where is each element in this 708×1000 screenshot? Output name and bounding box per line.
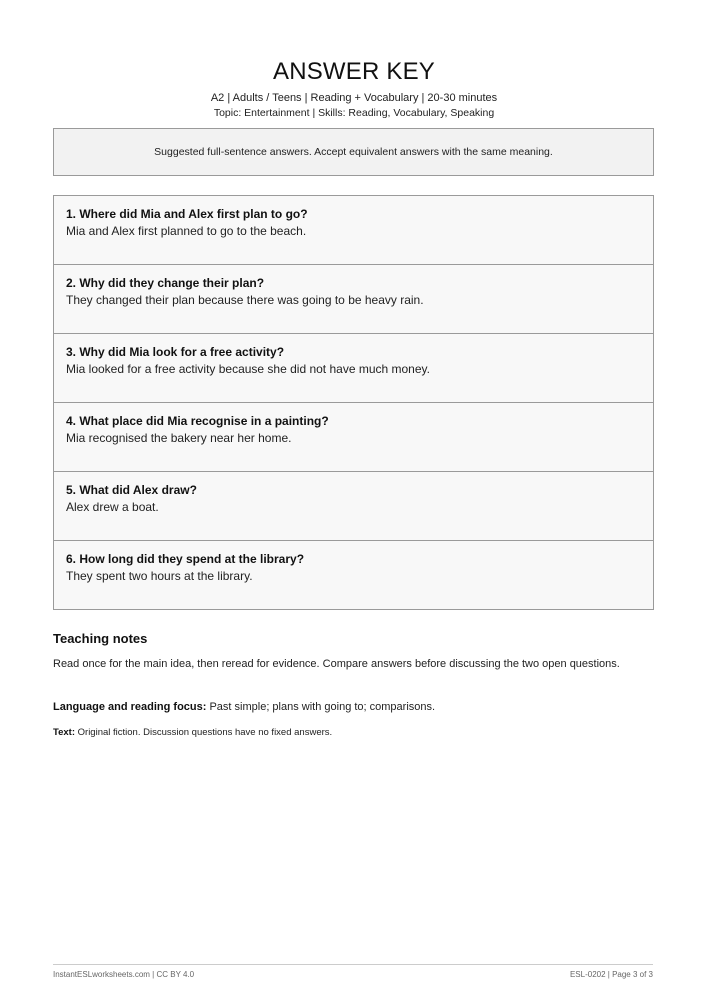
answer-item-4: [54, 402, 653, 471]
footer-divider: [53, 964, 653, 965]
instruction-text: Suggested full-sentence answers. Accept equivalent answers with the same meaning.: [154, 146, 553, 158]
answer-item-6: [54, 540, 653, 609]
footer-page-number: ESL-0202 | Page 3 of 3: [569, 970, 653, 979]
answer-text: They spent two hours at the library.: [66, 569, 253, 583]
teaching-notes-heading: Teaching notes: [53, 631, 148, 646]
answer-item-2: [54, 264, 653, 333]
page-title: ANSWER KEY: [272, 58, 436, 85]
teaching-notes-paragraph: Read once for the main idea, then reread for evidence. Compare answers before discussing the two open questions.: [53, 658, 620, 670]
question-text: 4. What place did Mia recognise in a painting?: [66, 414, 329, 428]
footer-license: InstantESLworksheets.com | CC BY 4.0: [53, 970, 195, 979]
question-text: 5. What did Alex draw?: [66, 483, 197, 497]
lesson-topic: Topic: Entertainment | Skills: Reading, Vocabulary, Speaking: [213, 107, 495, 119]
question-text: 3. Why did Mia look for a free activity?: [66, 345, 285, 359]
answer-item-1: [54, 196, 653, 264]
text-source-label: Text:: [53, 727, 75, 738]
language-focus-label: Language and reading focus:: [53, 701, 207, 713]
answer-text: Mia recognised the bakery near her home.: [66, 431, 292, 445]
question-text: 2. Why did they change their plan?: [66, 276, 265, 290]
language-focus-text: Past simple; plans with going to; comparisons.: [206, 701, 436, 713]
instruction-box: [53, 128, 654, 176]
text-source-note: [53, 726, 653, 739]
answer-text: Alex drew a boat.: [66, 500, 159, 514]
question-text: 1. Where did Mia and Alex first plan to go?: [66, 207, 308, 221]
answer-text: Mia and Alex first planned to go to the beach.: [66, 224, 307, 238]
question-text: 6. How long did they spend at the library?: [66, 552, 305, 566]
answer-text: They changed their plan because there was going to be heavy rain.: [66, 293, 424, 307]
answers-table: [53, 195, 654, 610]
answer-item-3: [54, 333, 653, 402]
answer-item-5: [54, 471, 653, 540]
text-source-text: Original fiction. Discussion questions have no fixed answers.: [75, 727, 333, 738]
lesson-meta: A2 | Adults / Teens | Reading + Vocabulary | 20-30 minutes: [210, 92, 498, 104]
language-focus: [53, 699, 653, 715]
answer-text: Mia looked for a free activity because she did not have much money.: [66, 362, 430, 376]
